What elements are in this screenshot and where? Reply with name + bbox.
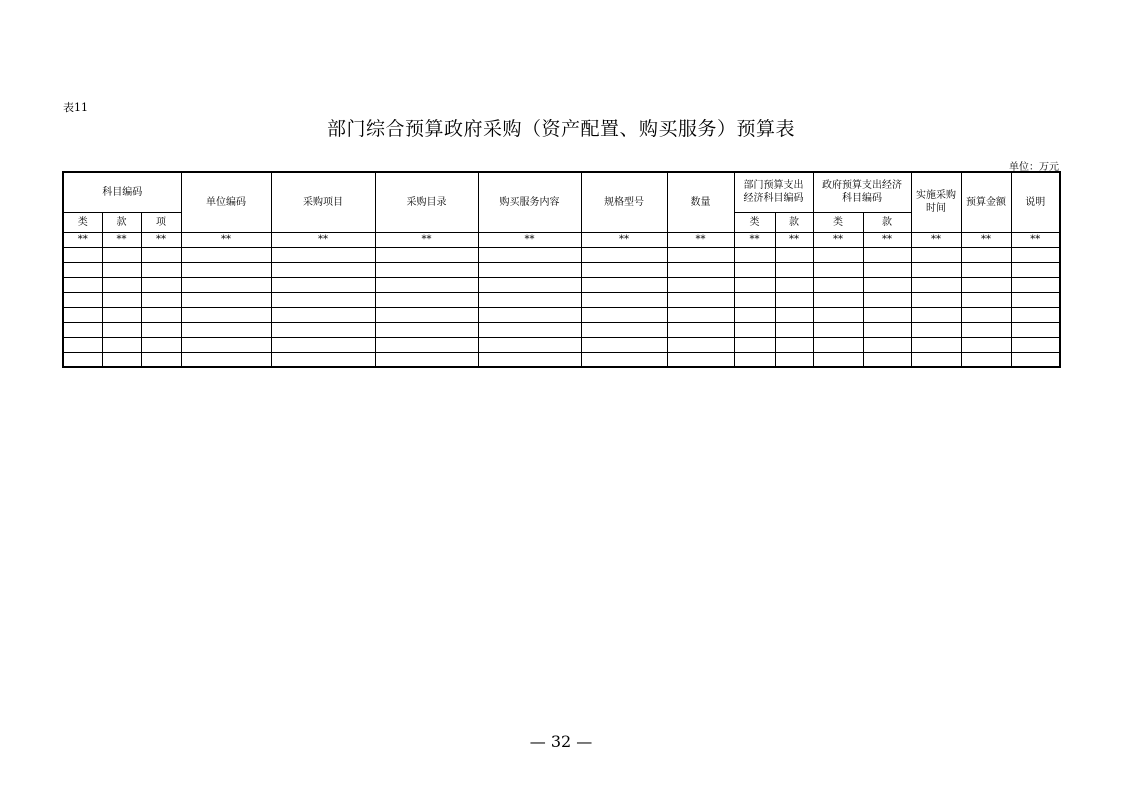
table-cell [667,277,734,292]
table-cell [271,277,375,292]
table-cell: ** [961,232,1011,247]
table-cell [271,352,375,367]
table-cell [667,292,734,307]
table-cell: ** [863,232,911,247]
table-cell [734,262,775,277]
table-cell [141,247,181,262]
table-number: 表11 [63,101,88,114]
header-dept-lei: 类 [734,212,775,232]
table-cell [863,307,911,322]
header-xiang: 项 [141,212,181,232]
table-cell [63,322,102,337]
table-cell [63,307,102,322]
table-cell [1011,277,1060,292]
table-cell [181,277,271,292]
table-cell [102,262,141,277]
table-cell: ** [63,232,102,247]
table-cell [813,307,863,322]
table-cell [961,292,1011,307]
table-cell [911,247,961,262]
unit-label: 单位：万元 [1009,162,1059,173]
table-cell [478,322,581,337]
table-cell [141,337,181,352]
header-gov-lei: 类 [813,212,863,232]
table-cell [667,322,734,337]
table-cell [813,277,863,292]
table-cell [734,277,775,292]
table-cell [141,292,181,307]
table-cell: ** [375,232,478,247]
table-cell [271,247,375,262]
table-cell [667,352,734,367]
table-cell [375,262,478,277]
table-cell [1011,322,1060,337]
header-budget-amount: 预算金额 [961,172,1011,232]
table-cell [581,307,667,322]
table-cell [813,337,863,352]
table-cell [734,247,775,262]
table-row [63,322,1060,337]
page-title: 部门综合预算政府采购（资产配置、购买服务）预算表 [326,118,795,140]
table-row [63,232,1060,247]
table-cell [863,247,911,262]
table-cell [375,322,478,337]
table-cell [961,322,1011,337]
table-cell [102,292,141,307]
header-impl-time: 实施采购时间 [911,172,961,232]
table-cell [734,292,775,307]
table-cell [478,247,581,262]
table-cell [734,307,775,322]
header-subject-code: 科目编码 [63,172,181,212]
table-cell [1011,292,1060,307]
table-cell [813,352,863,367]
table-cell [1011,307,1060,322]
table-cell [863,262,911,277]
table-cell [181,307,271,322]
table-cell [911,292,961,307]
table-cell [63,262,102,277]
table-cell [181,337,271,352]
table-cell [375,307,478,322]
table-cell [375,292,478,307]
table-cell [1011,262,1060,277]
table-row [63,307,1060,322]
header-gov-kuan: 款 [863,212,911,232]
table-cell [961,307,1011,322]
table-cell: ** [911,232,961,247]
table-cell [775,292,813,307]
table-cell [734,352,775,367]
table-cell [63,277,102,292]
table-cell [63,247,102,262]
table-cell [911,352,961,367]
table-cell [775,247,813,262]
table-cell [102,247,141,262]
table-cell [375,337,478,352]
table-cell [141,352,181,367]
header-quantity: 数量 [667,172,734,232]
table-cell [863,322,911,337]
table-cell [581,247,667,262]
table-cell: ** [141,232,181,247]
table-cell [581,352,667,367]
table-cell [813,292,863,307]
header-dept-econ-code: 部门预算支出经济科目编码 [734,172,813,212]
table-cell [734,337,775,352]
header-procurement-item: 采购项目 [271,172,375,232]
table-cell [734,322,775,337]
table-cell [775,337,813,352]
header-dept-kuan: 款 [775,212,813,232]
table-cell [1011,247,1060,262]
table-cell [478,292,581,307]
table-cell [271,322,375,337]
table-cell: ** [181,232,271,247]
table-cell [667,262,734,277]
table-cell: ** [581,232,667,247]
table-cell [63,337,102,352]
page-number: — 32 — [529,732,593,751]
table-cell [911,322,961,337]
table-row [63,337,1060,352]
table-cell [813,322,863,337]
table-cell: ** [667,232,734,247]
header-row-1 [63,172,1060,212]
table-cell [961,262,1011,277]
table-cell [863,292,911,307]
table-cell [813,262,863,277]
table-cell [911,307,961,322]
table-cell [102,337,141,352]
table-cell [63,292,102,307]
table-cell [181,352,271,367]
table-cell [581,292,667,307]
table-cell: ** [775,232,813,247]
table-cell [863,337,911,352]
table-cell [581,262,667,277]
table-cell [667,337,734,352]
table-cell [667,247,734,262]
table-cell [181,247,271,262]
table-cell [911,262,961,277]
table-cell [478,337,581,352]
table-cell [581,337,667,352]
table-cell [911,277,961,292]
table-cell [102,322,141,337]
table-cell [141,322,181,337]
empty-rows [63,247,1060,367]
table-cell [271,337,375,352]
table-cell [63,352,102,367]
table-cell [478,352,581,367]
table-cell [1011,352,1060,367]
table-cell [775,322,813,337]
table-row [63,247,1060,262]
table-cell: ** [734,232,775,247]
table-cell [102,307,141,322]
table-cell: ** [1011,232,1060,247]
table-cell [141,277,181,292]
table-cell [667,307,734,322]
budget-table [62,171,1061,368]
table-cell [961,277,1011,292]
table-cell: ** [478,232,581,247]
table-cell [375,277,478,292]
table-cell [271,292,375,307]
table-cell [375,247,478,262]
table-cell [478,277,581,292]
table-row [63,292,1060,307]
table-cell [102,277,141,292]
table-cell [271,262,375,277]
table-cell [181,322,271,337]
table-cell [911,337,961,352]
table-cell [181,262,271,277]
table-cell [581,277,667,292]
header-kuan: 款 [102,212,141,232]
table-cell [775,307,813,322]
table-cell [961,352,1011,367]
table-row [63,352,1060,367]
table-cell [961,247,1011,262]
table-cell [863,277,911,292]
header-unit-code: 单位编码 [181,172,271,232]
header-service-content: 购买服务内容 [478,172,581,232]
table-cell: ** [813,232,863,247]
table-cell [141,307,181,322]
table-cell [1011,337,1060,352]
table-row [63,277,1060,292]
table-cell [478,262,581,277]
table-cell [775,352,813,367]
table-cell: ** [271,232,375,247]
table-cell [775,262,813,277]
table-cell [102,352,141,367]
table-cell [141,262,181,277]
table-cell [813,247,863,262]
header-procurement-catalog: 采购目录 [375,172,478,232]
table-cell [478,307,581,322]
table-cell: ** [102,232,141,247]
header-spec-model: 规格型号 [581,172,667,232]
header-gov-econ-code: 政府预算支出经济科目编码 [813,172,911,212]
table-cell [581,322,667,337]
table-cell [863,352,911,367]
table-cell [961,337,1011,352]
table-cell [181,292,271,307]
table-row [63,262,1060,277]
table-cell [375,352,478,367]
table-cell [775,277,813,292]
header-note: 说明 [1011,172,1060,232]
table-cell [271,307,375,322]
header-lei: 类 [63,212,102,232]
